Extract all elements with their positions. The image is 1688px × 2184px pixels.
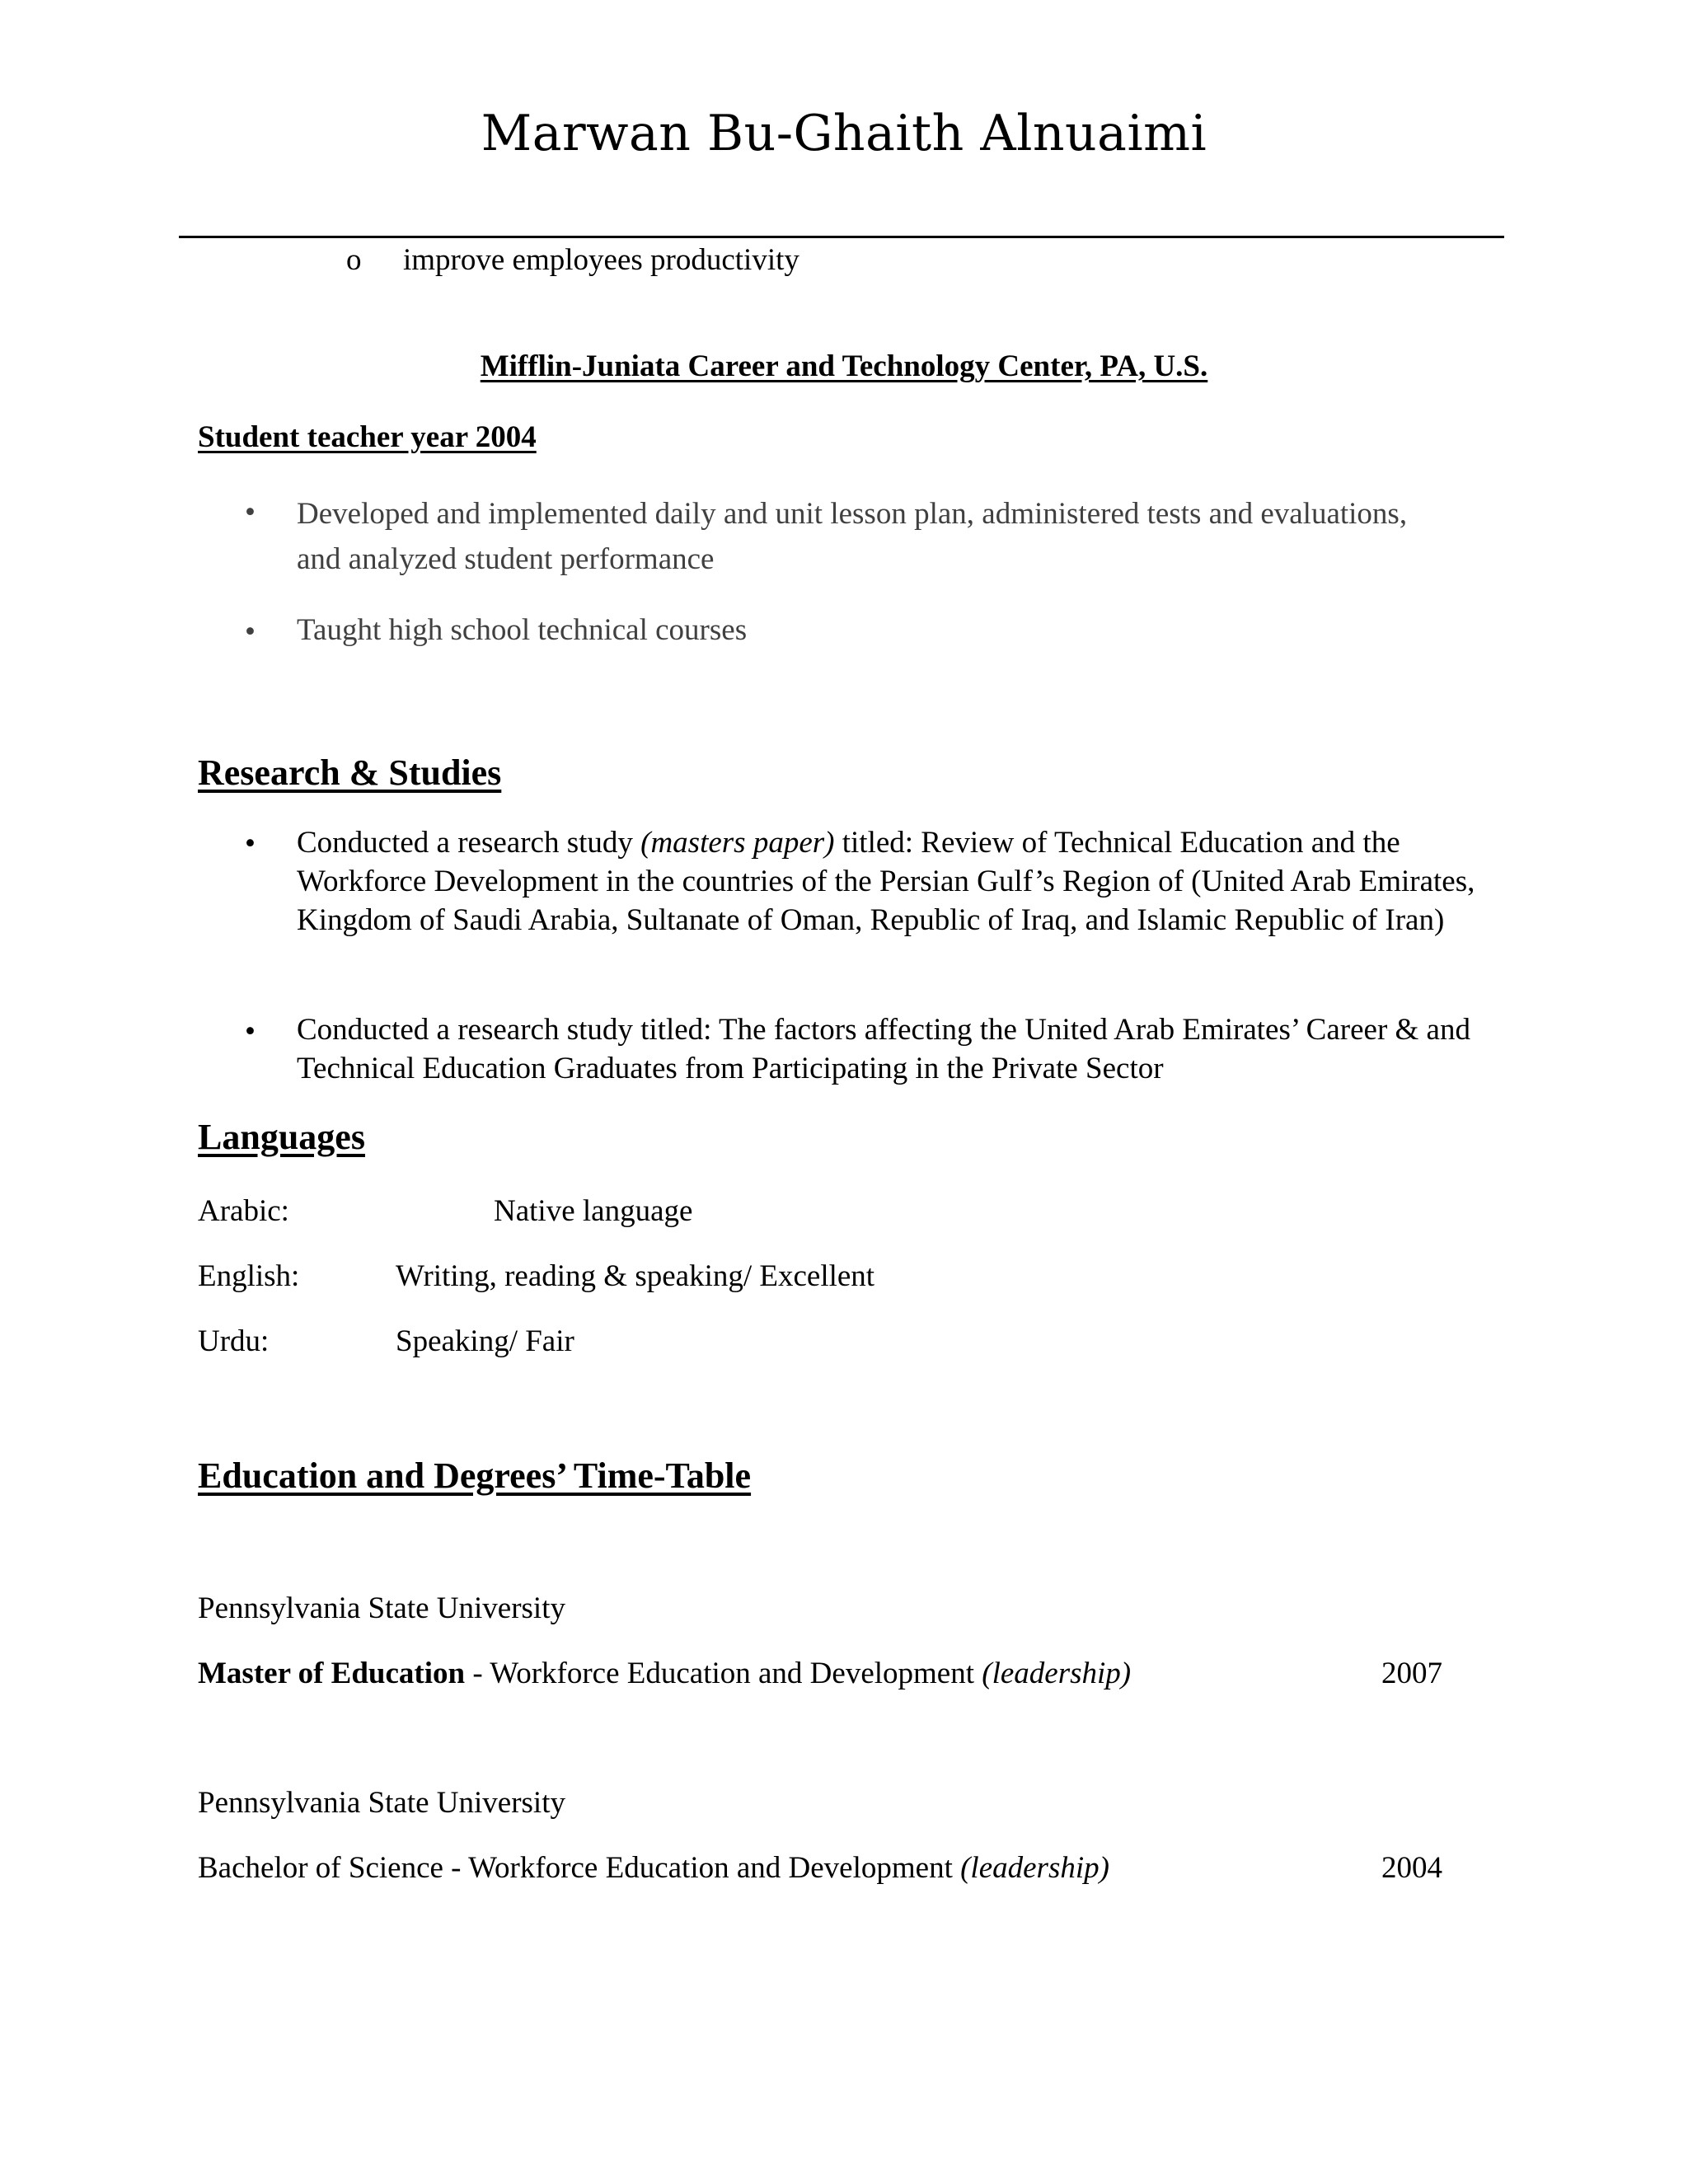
language-level: Native language (494, 1194, 693, 1228)
carryover-text: improve employees productivity (403, 243, 799, 277)
bullet-icon: • (245, 615, 256, 649)
resume-name: Marwan Bu-Ghaith Alnuaimi (481, 105, 1207, 162)
education-heading: Education and Degrees’ Time-Table (198, 1455, 752, 1496)
bullet-icon: • (245, 495, 256, 529)
language-level: Writing, reading & speaking/ Excellent (396, 1259, 875, 1293)
research-item-1: Conducted a research study (masters paper) titled: Review of Technical Education and the Workforce Development in the countries of the Persian Gulf’s Region of (United Arab Emirates, Kingdom of Saudi Arabia, Sultanate of Oman, Republic of Iraq, and Islamic Republic of Iran) (297, 826, 1475, 937)
education-school: Pennsylvania State University (198, 1591, 565, 1625)
bullet-icon: • (245, 827, 256, 860)
language-name: English: (198, 1259, 300, 1293)
bullet-icon: • (245, 1015, 256, 1048)
research-heading: Research & Studies (198, 752, 502, 793)
education-degree-line: Bachelor of Science - Workforce Education and Development (leadership) (198, 1851, 1109, 1885)
language-name: Arabic: (198, 1194, 289, 1228)
language-name: Urdu: (198, 1324, 270, 1358)
education-year: 2004 (1381, 1851, 1442, 1885)
header-divider (179, 236, 1504, 238)
teaching-bullet-2: Taught high school technical courses (297, 613, 748, 647)
role-heading: Student teacher year 2004 (198, 420, 537, 454)
education-degree-line: Master of Education - Workforce Education and Development (leadership) (198, 1657, 1132, 1690)
education-school: Pennsylvania State University (198, 1786, 565, 1820)
research-item-2: Conducted a research study titled: The factors affecting the United Arab Emirates’ Career & and Technical Education Graduates from Participating in the Private Sector (297, 1013, 1470, 1085)
language-level: Speaking/ Fair (396, 1324, 574, 1358)
languages-heading: Languages (198, 1117, 365, 1157)
sub-bullet-marker: o (346, 243, 362, 277)
education-year: 2007 (1381, 1657, 1442, 1690)
institution-heading: Mifflin-Juniata Career and Technology Center, PA, U.S. (480, 349, 1208, 383)
teaching-bullet-1: Developed and implemented daily and unit lesson plan, administered tests and evaluations, and analyzed student performance (297, 497, 1408, 576)
